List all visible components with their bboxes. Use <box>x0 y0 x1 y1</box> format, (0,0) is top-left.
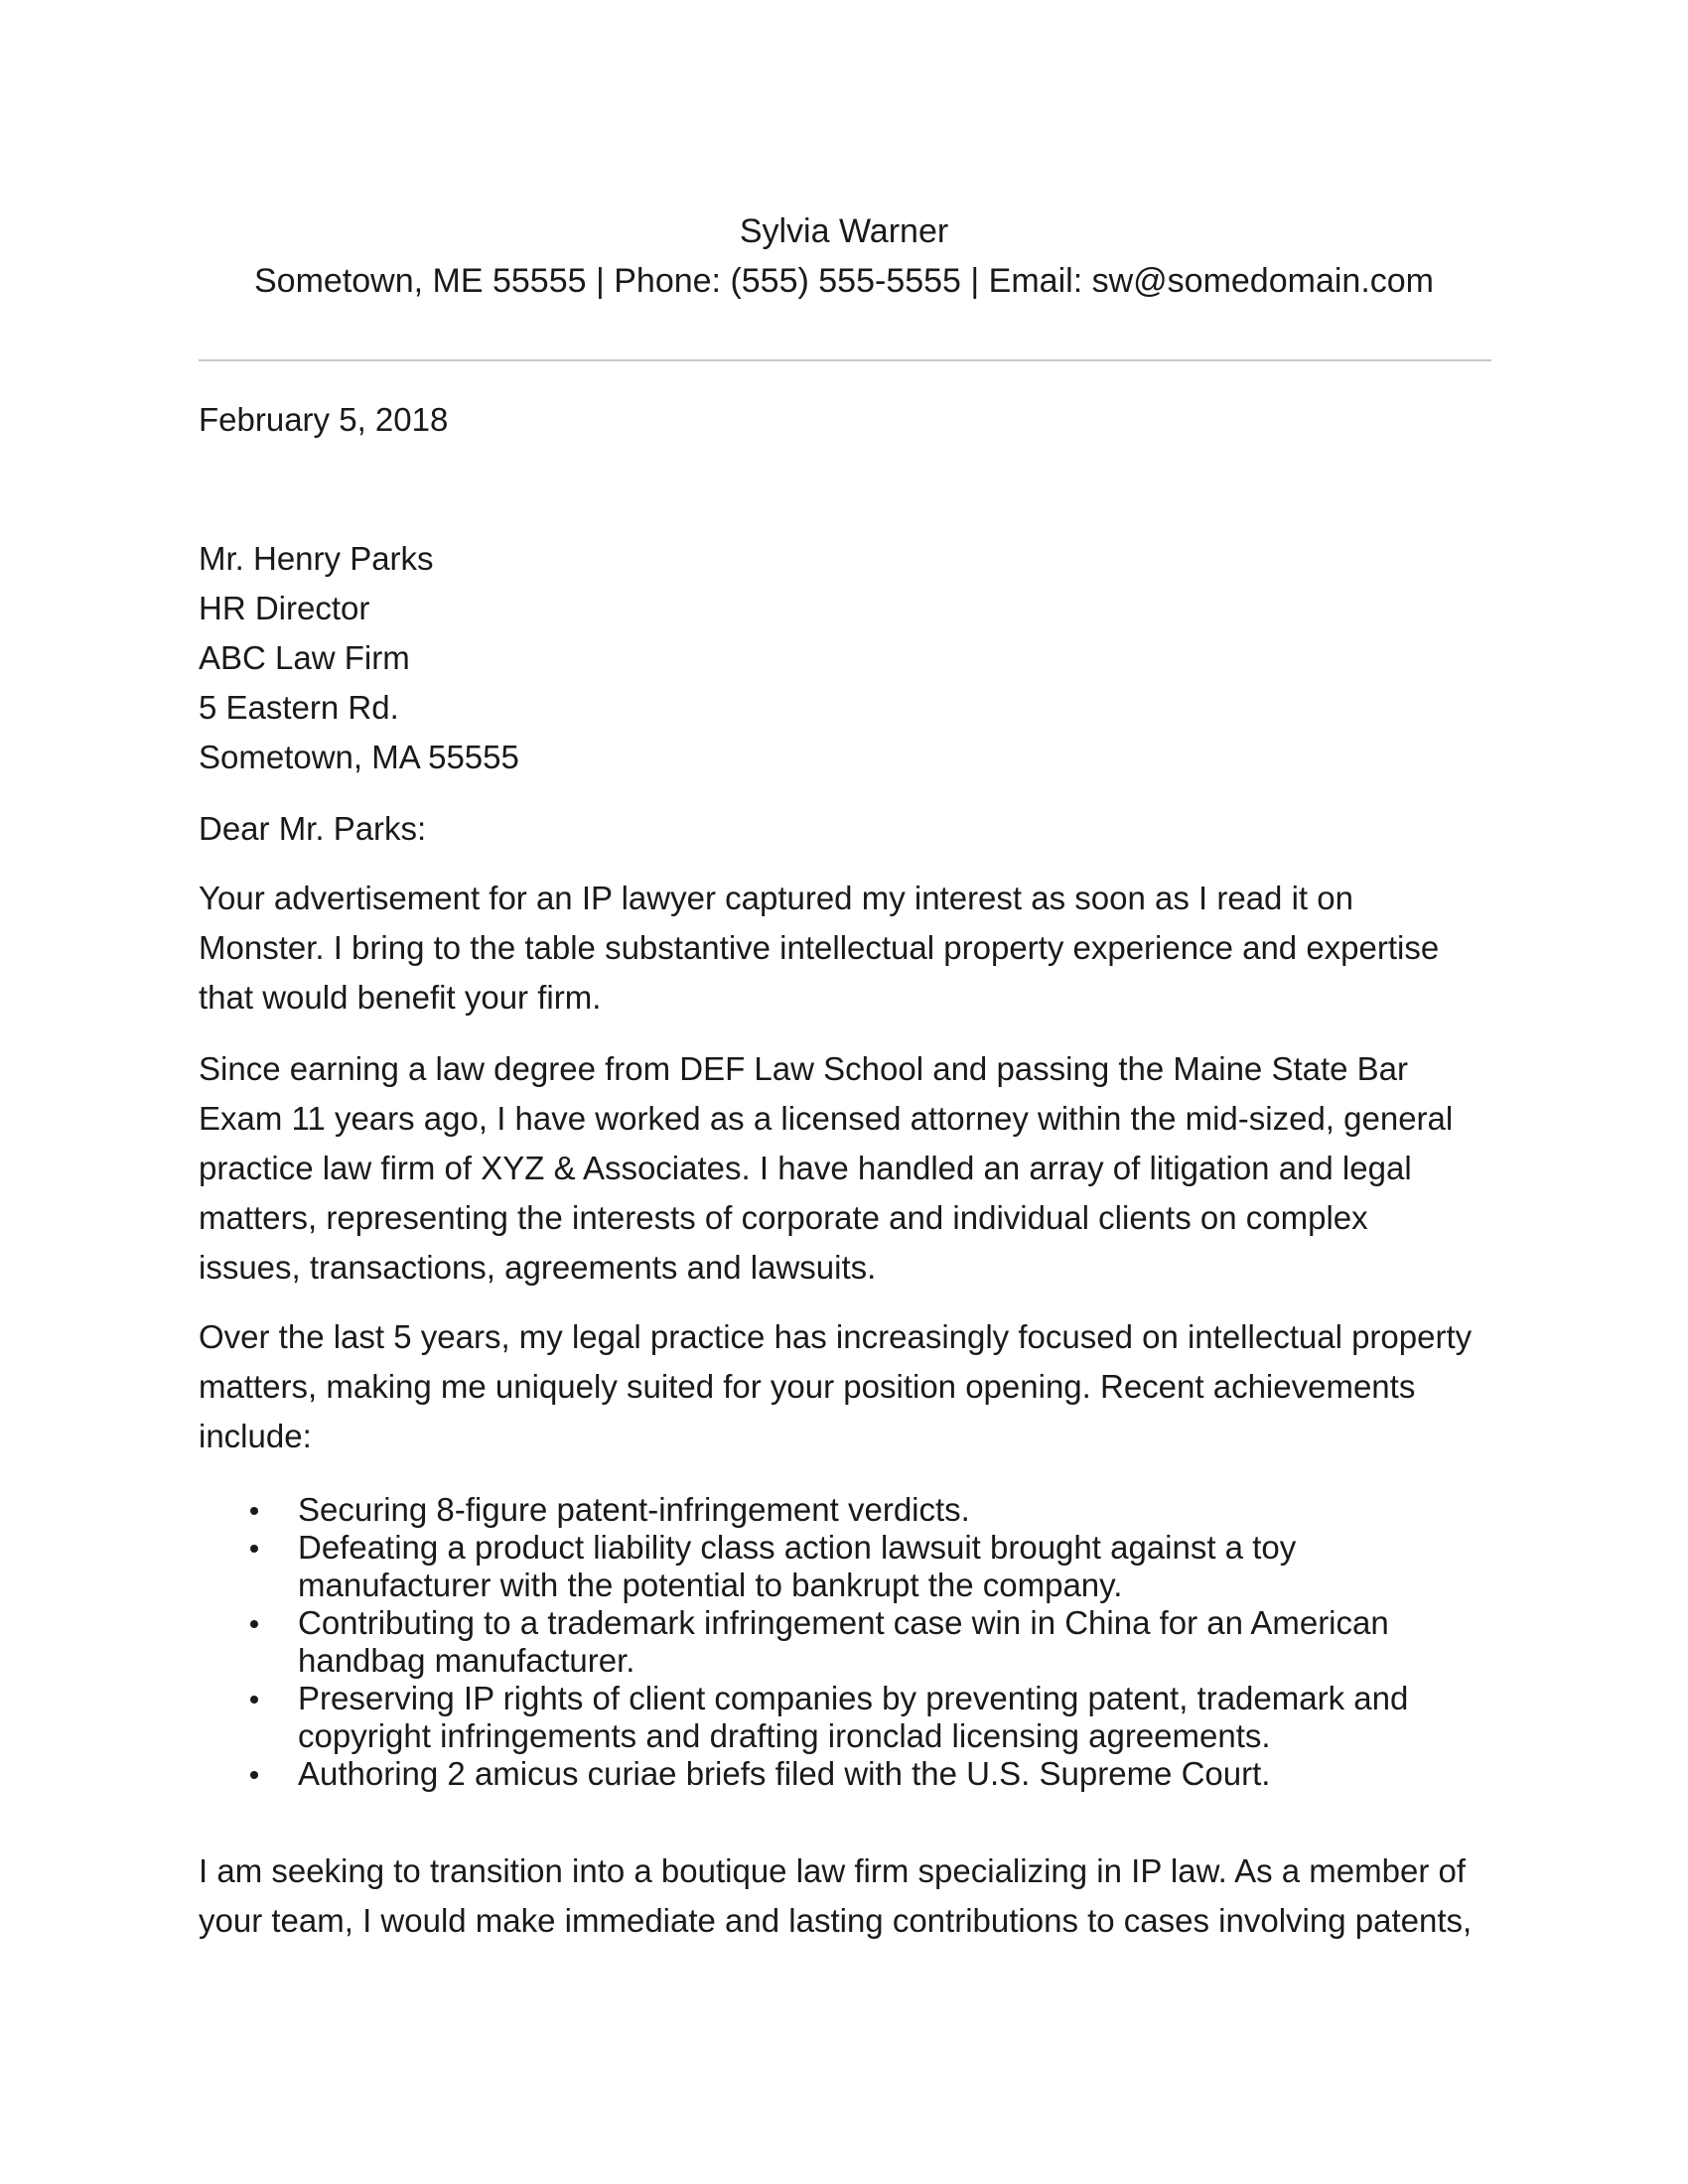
paragraph-line: issues, transactions, agreements and lawsuits. <box>199 1249 877 1286</box>
paragraph-line: Since earning a law degree from DEF Law School and passing the Maine State Bar <box>199 1050 1409 1087</box>
list-item <box>199 1529 1509 1604</box>
recipient-address <box>199 534 1509 782</box>
paragraph-line: include: <box>199 1418 312 1454</box>
body-paragraph-2 <box>199 1044 1509 1293</box>
paragraph-line: practice law firm of XYZ & Associates. I have handled an array of litigation and legal <box>199 1150 1412 1186</box>
salutation: Dear Mr. Parks: <box>199 810 427 847</box>
letterhead <box>0 206 1688 306</box>
paragraph-line: matters, making me uniquely suited for your position opening. Recent achievements <box>199 1368 1416 1405</box>
list-item-line: handbag manufacturer. <box>298 1642 635 1679</box>
body-paragraph-4 <box>199 1846 1509 1946</box>
list-item-line: Authoring 2 amicus curiae briefs filed with the U.S. Supreme Court. <box>298 1755 1271 1792</box>
list-item <box>199 1680 1509 1755</box>
list-item-line: Contributing to a trademark infringement case win in China for an American <box>298 1604 1389 1641</box>
body-paragraph-3 <box>199 1312 1509 1461</box>
list-item-line: Preserving IP rights of client companies by preventing patent, trademark and <box>298 1680 1409 1716</box>
paragraph-line: matters, representing the interests of corporate and individual clients on complex <box>199 1199 1368 1236</box>
list-item-line: manufacturer with the potential to bankrupt the company. <box>298 1567 1123 1603</box>
letter-date: February 5, 2018 <box>199 401 449 438</box>
recipient-name: Mr. Henry Parks <box>199 540 434 577</box>
list-item-line: copyright infringements and drafting ironclad licensing agreements. <box>298 1717 1271 1754</box>
paragraph-line: I am seeking to transition into a boutique law firm specializing in IP law. As a member of <box>199 1852 1467 1889</box>
list-item <box>199 1755 1509 1793</box>
sender-contact: Sometown, ME 55555 | Phone: (555) 555-5555 | Email: sw@somedomain.com <box>254 262 1434 300</box>
paragraph-line: Exam 11 years ago, I have worked as a licensed attorney within the mid-sized, general <box>199 1100 1454 1137</box>
recipient-street: 5 Eastern Rd. <box>199 689 399 726</box>
list-item-line: Securing 8-figure patent-infringement verdicts. <box>298 1491 970 1528</box>
achievements-list <box>199 1491 1509 1793</box>
paragraph-line: Over the last 5 years, my legal practice has increasingly focused on intellectual property <box>199 1318 1473 1355</box>
recipient-title: HR Director <box>199 590 370 626</box>
body-paragraph-1 <box>199 874 1509 1023</box>
paragraph-line: your team, I would make immediate and lasting contributions to cases involving patents, <box>199 1902 1473 1939</box>
paragraph-line: that would benefit your firm. <box>199 979 602 1016</box>
sender-name: Sylvia Warner <box>739 212 949 250</box>
header-divider <box>199 359 1491 361</box>
list-item <box>199 1604 1509 1680</box>
paragraph-line: Monster. I bring to the table substantive intellectual property experience and expertise <box>199 929 1440 966</box>
recipient-city: Sometown, MA 55555 <box>199 739 519 775</box>
list-item-line: Defeating a product liability class action lawsuit brought against a toy <box>298 1529 1297 1566</box>
recipient-company: ABC Law Firm <box>199 639 410 676</box>
paragraph-line: Your advertisement for an IP lawyer captured my interest as soon as I read it on <box>199 880 1353 916</box>
list-item <box>199 1491 1509 1529</box>
